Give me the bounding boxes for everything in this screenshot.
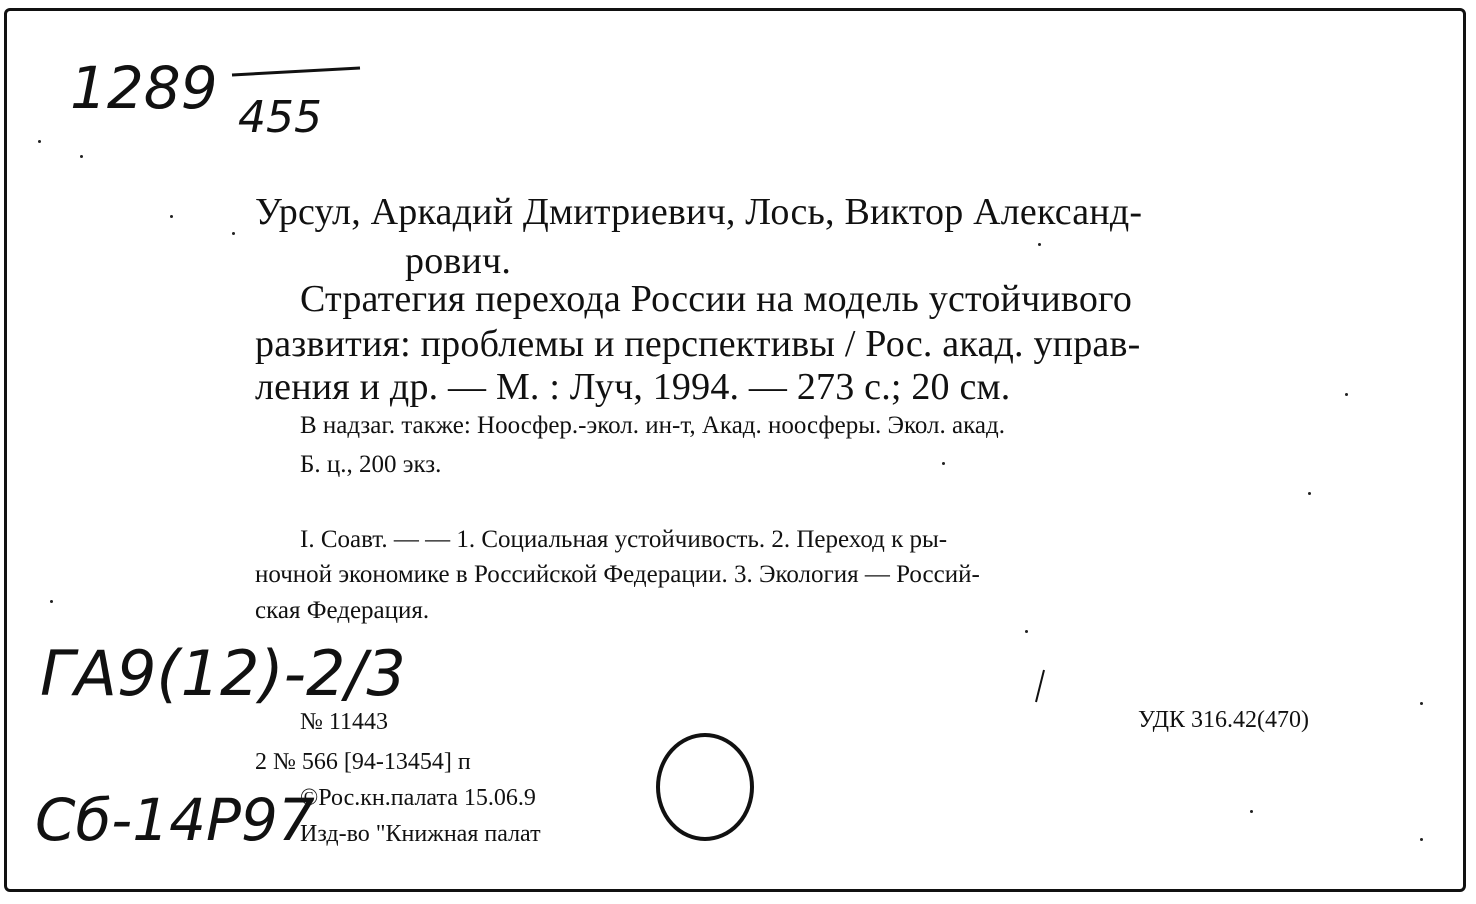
notes-line-1: В надзаг. также: Ноосфер.-экол. ин-т, Акад. ноосферы. Экол. акад.	[300, 412, 1005, 439]
scan-speck	[1420, 702, 1423, 705]
authors-line-1: Урсул, Аркадий Дмитриевич, Лось, Виктор Александ-	[255, 191, 1143, 233]
scan-speck	[232, 232, 235, 235]
shelfmark-main: 1289	[70, 54, 218, 122]
scan-speck	[1420, 838, 1423, 841]
scan-speck	[170, 215, 173, 218]
scan-speck	[1345, 393, 1348, 396]
title-line-1: Стратегия перехода России на модель устойчивого	[300, 278, 1133, 320]
number-line: № 11443	[300, 709, 389, 735]
scan-speck	[38, 140, 41, 143]
scan-speck	[1250, 810, 1253, 813]
udk-line: УДК 316.42(470)	[1138, 707, 1309, 733]
title-line-2: развития: проблемы и перспективы / Рос. акад. управ-	[255, 323, 1141, 365]
scan-speck	[50, 600, 53, 603]
scan-speck	[1025, 630, 1028, 633]
circle-stamp-mark	[650, 730, 770, 850]
scan-speck	[80, 155, 83, 158]
publisher-line: Изд-во "Книжная палат	[300, 821, 541, 847]
title-line-3: ления и др. — М. : Луч, 1994. — 273 с.; 20 см.	[255, 366, 1011, 408]
handwritten-classification	[30, 620, 450, 720]
scan-speck	[1038, 243, 1041, 246]
tracings-line-2: ночной экономике в Российской Федерации. 3. Экология — Россий-	[255, 561, 980, 588]
authors-line-2: рович.	[405, 240, 512, 282]
copyright-line: ©Рос.кн.палата 15.06.9	[300, 785, 536, 811]
handwritten-shelfmark	[60, 40, 380, 150]
copy-number-line: 2 № 566 [94-13454] п	[255, 749, 471, 775]
stray-mark	[1030, 668, 1050, 708]
scan-speck	[1308, 492, 1311, 495]
classification-text: ГА9(12)-2/3	[40, 637, 406, 710]
tracings-line-1: I. Соавт. — — 1. Социальная устойчивость. 2. Переход к ры-	[300, 526, 948, 553]
notes-line-2: Б. ц., 200 экз.	[300, 451, 442, 478]
fraction-bar	[232, 68, 360, 75]
handwritten-note	[30, 760, 315, 870]
scan-speck	[942, 462, 945, 465]
shelfmark-sub: 455	[238, 92, 322, 143]
tracings-line-3: ская Федерация.	[255, 597, 430, 624]
note-text: Сб-14Р97	[35, 786, 315, 854]
